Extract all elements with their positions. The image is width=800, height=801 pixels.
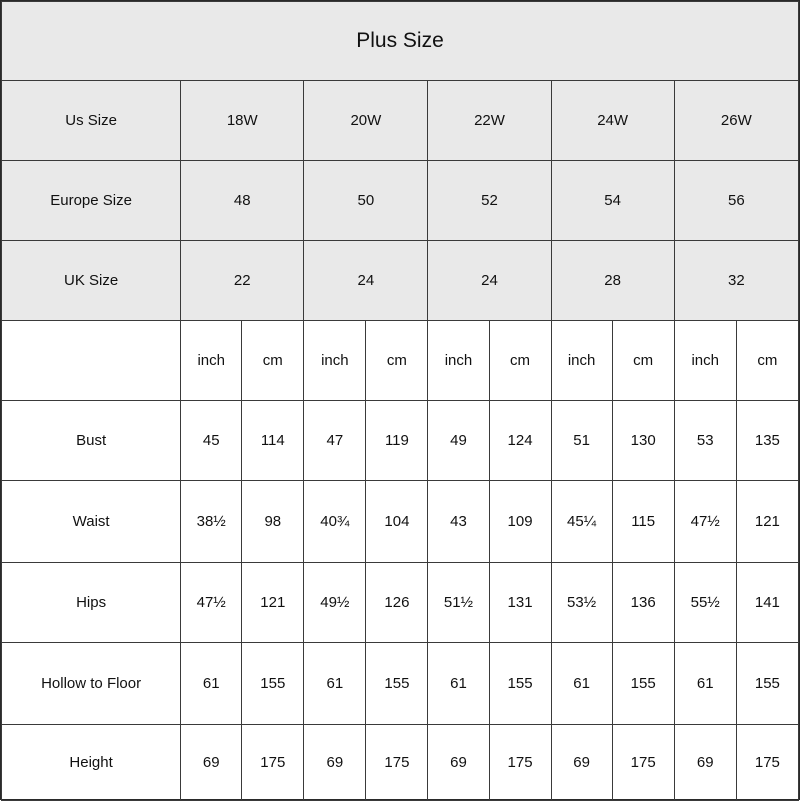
size-cell: 18W (181, 81, 304, 161)
unit-cell: cm (242, 321, 304, 401)
value-cell: 124 (489, 401, 551, 481)
value-cell: 47½ (674, 481, 736, 563)
size-cell: 22 (181, 241, 304, 321)
unit-cell: inch (181, 321, 242, 401)
value-cell: 121 (736, 481, 798, 563)
unit-cell: inch (428, 321, 489, 401)
title-row (2, 2, 799, 81)
value-cell: 61 (551, 643, 612, 725)
value-cell: 45 (181, 401, 242, 481)
bust-row (2, 401, 799, 481)
uk-size-row (2, 241, 799, 321)
value-cell: 155 (736, 643, 798, 725)
value-cell: 104 (366, 481, 428, 563)
value-cell: 98 (242, 481, 304, 563)
value-cell: 55½ (674, 563, 736, 643)
size-cell: 48 (181, 161, 304, 241)
value-cell: 47½ (181, 563, 242, 643)
row-label: Us Size (2, 81, 181, 161)
row-label: Europe Size (2, 161, 181, 241)
size-cell: 52 (428, 161, 551, 241)
value-cell: 141 (736, 563, 798, 643)
value-cell: 69 (551, 725, 612, 801)
table-title: Plus Size (2, 2, 799, 81)
value-cell: 61 (428, 643, 489, 725)
size-cell: 50 (304, 161, 428, 241)
waist-row (2, 481, 799, 563)
value-cell: 45¼ (551, 481, 612, 563)
value-cell: 53½ (551, 563, 612, 643)
size-cell: 24 (428, 241, 551, 321)
row-label: Waist (2, 481, 181, 563)
size-cell: 24W (551, 81, 674, 161)
value-cell: 51½ (428, 563, 489, 643)
value-cell: 69 (304, 725, 366, 801)
value-cell: 175 (489, 725, 551, 801)
value-cell: 51 (551, 401, 612, 481)
value-cell: 131 (489, 563, 551, 643)
value-cell: 126 (366, 563, 428, 643)
size-cell: 22W (428, 81, 551, 161)
value-cell: 175 (612, 725, 674, 801)
size-cell: 24 (304, 241, 428, 321)
row-label: Height (2, 725, 181, 801)
size-cell: 20W (304, 81, 428, 161)
row-label: UK Size (2, 241, 181, 321)
value-cell: 136 (612, 563, 674, 643)
value-cell: 175 (366, 725, 428, 801)
value-cell: 69 (181, 725, 242, 801)
value-cell: 43 (428, 481, 489, 563)
value-cell: 115 (612, 481, 674, 563)
value-cell: 69 (674, 725, 736, 801)
row-label: Bust (2, 401, 181, 481)
value-cell: 69 (428, 725, 489, 801)
value-cell: 130 (612, 401, 674, 481)
value-cell: 61 (304, 643, 366, 725)
value-cell: 175 (736, 725, 798, 801)
value-cell: 109 (489, 481, 551, 563)
value-cell: 53 (674, 401, 736, 481)
height-row (2, 725, 799, 801)
value-cell: 40¾ (304, 481, 366, 563)
value-cell: 175 (242, 725, 304, 801)
size-cell: 32 (674, 241, 798, 321)
unit-cell: cm (366, 321, 428, 401)
size-table (1, 1, 799, 801)
value-cell: 49½ (304, 563, 366, 643)
value-cell: 121 (242, 563, 304, 643)
value-cell: 155 (489, 643, 551, 725)
value-cell: 47 (304, 401, 366, 481)
size-cell: 28 (551, 241, 674, 321)
value-cell: 135 (736, 401, 798, 481)
unit-cell: cm (489, 321, 551, 401)
value-cell: 61 (181, 643, 242, 725)
unit-cell: cm (612, 321, 674, 401)
size-cell: 56 (674, 161, 798, 241)
value-cell: 119 (366, 401, 428, 481)
unit-row (2, 321, 799, 401)
size-cell: 26W (674, 81, 798, 161)
value-cell: 114 (242, 401, 304, 481)
value-cell: 38½ (181, 481, 242, 563)
blank-cell (2, 321, 181, 401)
row-label: Hips (2, 563, 181, 643)
row-label: Hollow to Floor (2, 643, 181, 725)
value-cell: 61 (674, 643, 736, 725)
size-cell: 54 (551, 161, 674, 241)
value-cell: 155 (612, 643, 674, 725)
value-cell: 155 (242, 643, 304, 725)
unit-cell: inch (304, 321, 366, 401)
hollow-to-floor-row (2, 643, 799, 725)
value-cell: 49 (428, 401, 489, 481)
unit-cell: cm (736, 321, 798, 401)
us-size-row (2, 81, 799, 161)
europe-size-row (2, 161, 799, 241)
unit-cell: inch (674, 321, 736, 401)
unit-cell: inch (551, 321, 612, 401)
hips-row (2, 563, 799, 643)
value-cell: 155 (366, 643, 428, 725)
